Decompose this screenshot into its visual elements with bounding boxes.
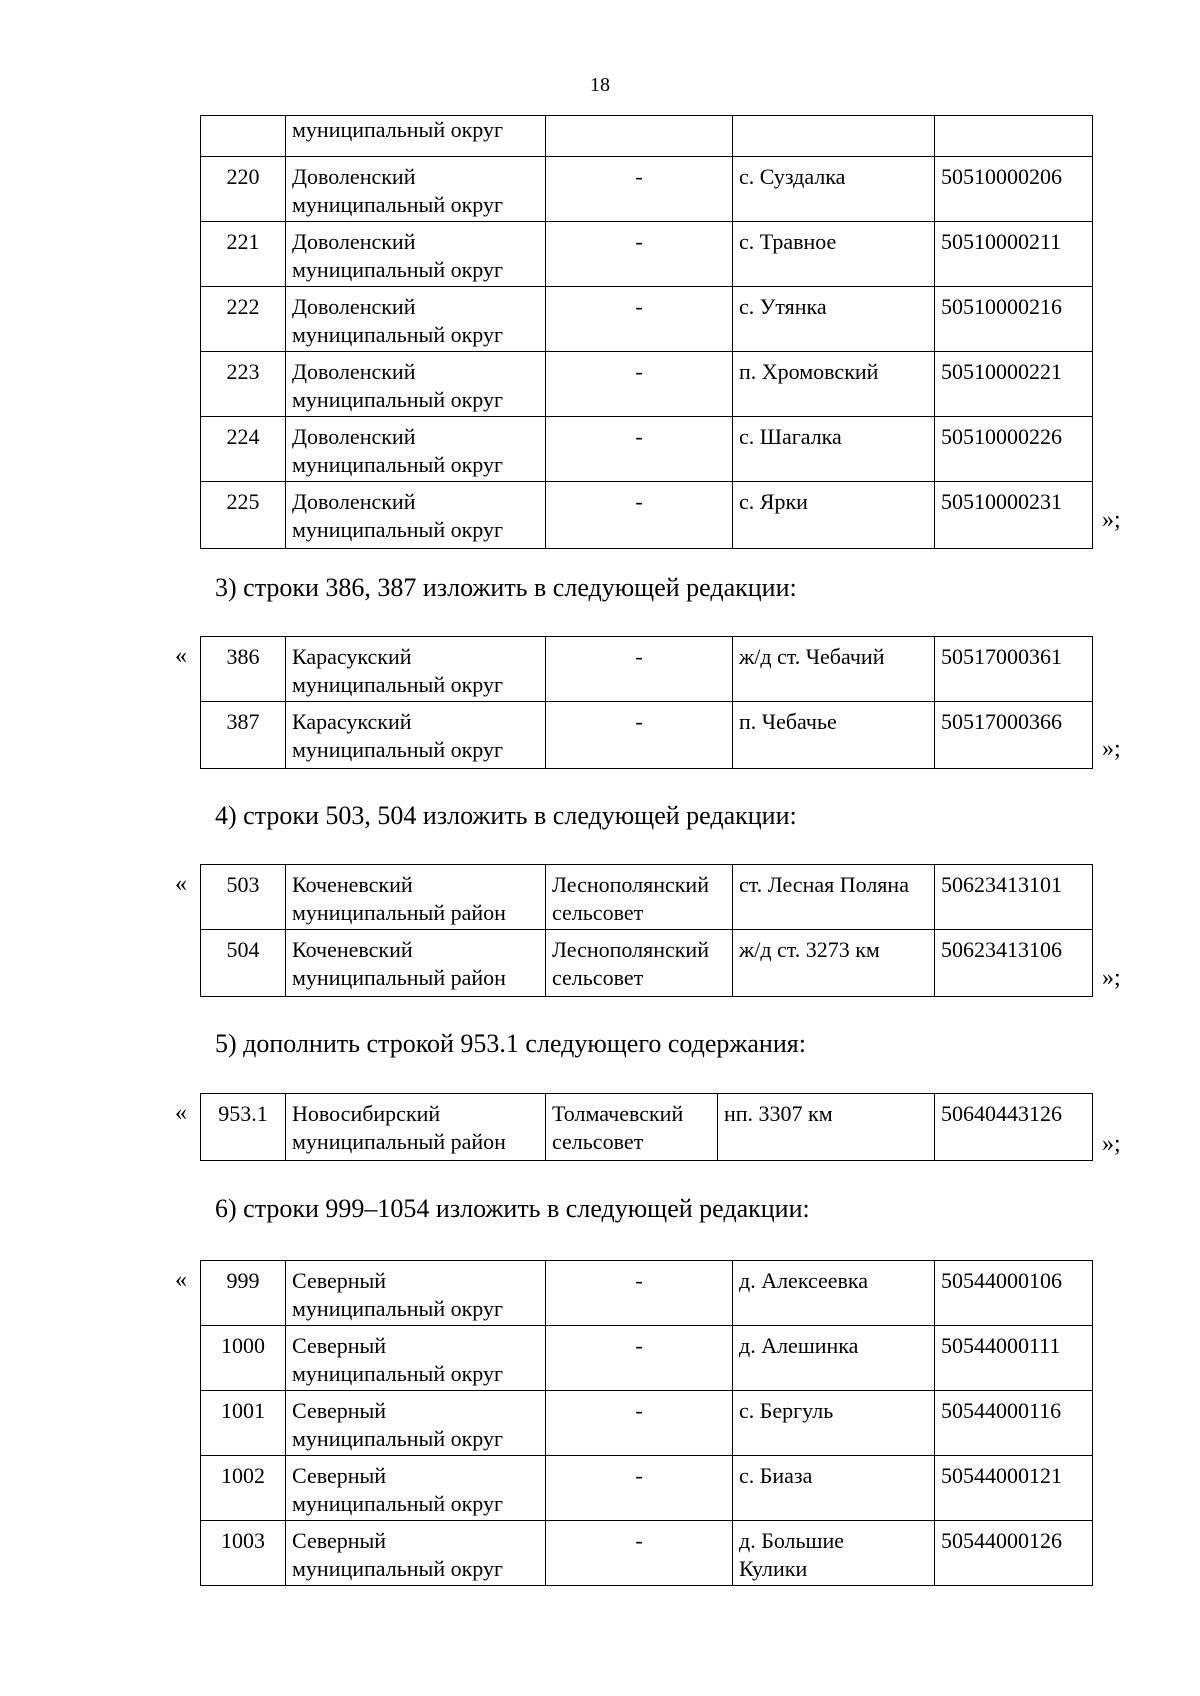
settlement-cell: п. Хромовский <box>733 352 935 417</box>
district-cell <box>286 1521 546 1586</box>
settlement-name: д. Алешинка <box>739 1333 859 1358</box>
code-cell: 50510000216 <box>935 287 1093 352</box>
district-type: муниципальный округ <box>292 192 504 217</box>
district-name: Доволенский <box>292 489 416 514</box>
council-name: Леснополянский <box>552 872 709 897</box>
table-row <box>201 930 1093 997</box>
settlement-cell <box>733 1456 935 1521</box>
code-cell: 50510000206 <box>935 157 1093 222</box>
table-row <box>201 1261 1093 1326</box>
table-row <box>201 1326 1093 1391</box>
district-name: Доволенский <box>292 164 416 189</box>
closing-quote: »; <box>1102 736 1121 762</box>
code-cell: 50623413101 <box>935 865 1093 930</box>
district-type: муниципальный округ <box>292 737 504 762</box>
table-row <box>201 702 1093 769</box>
settlement-cell: с. Ярки <box>733 482 935 549</box>
council-cell: - <box>546 222 733 287</box>
council-cell <box>546 865 733 930</box>
code-cell: 50640443126 <box>935 1094 1093 1161</box>
council-cell: - <box>546 482 733 549</box>
district-cell: муниципальный округ <box>286 116 546 157</box>
district-cell <box>286 1456 546 1521</box>
council-cell: - <box>546 637 733 702</box>
code-cell: 50510000226 <box>935 417 1093 482</box>
district-type: муниципальный округ <box>292 1426 504 1451</box>
council-type: сельсовет <box>552 1129 644 1154</box>
district-type: муниципальный район <box>292 965 506 990</box>
row-number-cell: 504 <box>201 930 286 997</box>
council-name: Толмачевский <box>552 1101 684 1126</box>
closing-quote: »; <box>1102 965 1121 991</box>
district-name: Доволенский <box>292 424 416 449</box>
district-cell <box>286 1391 546 1456</box>
council-cell: - <box>546 1521 733 1586</box>
row-number-cell: 221 <box>201 222 286 287</box>
district-cell <box>286 865 546 930</box>
table-row-953-1 <box>200 1093 1093 1161</box>
council-cell <box>546 116 733 157</box>
district-type: муниципальный округ <box>292 322 504 347</box>
settlement-cell <box>733 1326 935 1391</box>
district-cell <box>286 930 546 997</box>
council-type: сельсовет <box>552 900 644 925</box>
council-cell: - <box>546 352 733 417</box>
row-number-cell <box>201 116 286 157</box>
district-name: Северный <box>292 1333 387 1358</box>
district-type: муниципальный район <box>292 1129 506 1154</box>
settlement-cell: с. Шагалка <box>733 417 935 482</box>
row-number-cell: 1000 <box>201 1326 286 1391</box>
table-row <box>201 287 1093 352</box>
district-cell <box>286 157 546 222</box>
table-rows-503-504 <box>200 864 1093 997</box>
settlement-cell: ж/д ст. 3273 км <box>733 930 935 997</box>
table-rows-386-387 <box>200 636 1093 769</box>
district-type: муниципальный округ <box>292 1491 504 1516</box>
code-cell: 50510000221 <box>935 352 1093 417</box>
page-number: 18 <box>590 74 610 96</box>
code-cell: 50544000126 <box>935 1521 1093 1586</box>
district-cell <box>286 482 546 549</box>
district-cell <box>286 417 546 482</box>
district-name: Северный <box>292 1528 387 1553</box>
row-number-cell: 1002 <box>201 1456 286 1521</box>
settlement-cell <box>733 1521 935 1586</box>
council-cell: - <box>546 702 733 769</box>
council-cell <box>546 1094 718 1161</box>
section-heading-3: 3) строки 386, 387 изложить в следующей редакции: <box>215 573 797 602</box>
row-number-cell: 224 <box>201 417 286 482</box>
row-number-cell: 999 <box>201 1261 286 1326</box>
settlement-cell: ст. Лесная Поляна <box>733 865 935 930</box>
row-number-cell: 1001 <box>201 1391 286 1456</box>
code-cell: 50544000121 <box>935 1456 1093 1521</box>
section-heading-6: 6) строки 999–1054 изложить в следующей редакции: <box>215 1194 810 1223</box>
closing-quote: »; <box>1102 1131 1121 1157</box>
settlement-name: с. Бергуль <box>739 1398 834 1423</box>
table-row <box>201 1456 1093 1521</box>
settlement-cell <box>733 1261 935 1326</box>
table-row <box>201 417 1093 482</box>
district-type: муниципальный округ <box>292 1296 504 1321</box>
district-type: муниципальный округ <box>292 387 504 412</box>
district-cell <box>286 637 546 702</box>
code-cell: 50517000366 <box>935 702 1093 769</box>
district-type: муниципальный округ <box>292 672 504 697</box>
table-row <box>201 1391 1093 1456</box>
code-cell: 50510000211 <box>935 222 1093 287</box>
district-cell <box>286 1094 546 1161</box>
district-name: Доволенский <box>292 229 416 254</box>
row-number-cell: 387 <box>201 702 286 769</box>
table-row <box>201 637 1093 702</box>
table-row <box>201 116 1093 157</box>
settlement-cell: п. Чебачье <box>733 702 935 769</box>
district-cell <box>286 222 546 287</box>
code-cell: 50510000231 <box>935 482 1093 549</box>
table-row <box>201 482 1093 549</box>
council-cell: - <box>546 287 733 352</box>
district-name: Северный <box>292 1463 387 1488</box>
council-cell <box>546 930 733 997</box>
district-type: муниципальный округ <box>292 1361 504 1386</box>
table-row <box>201 1521 1093 1586</box>
table-row <box>201 222 1093 287</box>
settlement-cell: с. Утянка <box>733 287 935 352</box>
council-cell: - <box>546 1261 733 1326</box>
settlement-cell <box>733 116 935 157</box>
settlement-cell: ж/д ст. Чебачий <box>733 637 935 702</box>
district-cell <box>286 352 546 417</box>
district-name: Карасукский <box>292 709 412 734</box>
section-heading-4: 4) строки 503, 504 изложить в следующей редакции: <box>215 801 797 830</box>
district-name: Северный <box>292 1398 387 1423</box>
district-type: муниципальный округ <box>292 452 504 477</box>
council-cell: - <box>546 1456 733 1521</box>
district-cell <box>286 287 546 352</box>
district-type: муниципальный округ <box>292 1556 504 1581</box>
row-number-cell: 953.1 <box>201 1094 286 1161</box>
code-cell: 50544000116 <box>935 1391 1093 1456</box>
district-name: Доволенский <box>292 359 416 384</box>
settlement-cell: нп. 3307 км <box>718 1094 935 1161</box>
district-name: Коченевский <box>292 872 413 897</box>
row-number-cell: 386 <box>201 637 286 702</box>
settlement-cell <box>733 1391 935 1456</box>
district-cell <box>286 1326 546 1391</box>
opening-quote: « <box>175 871 187 897</box>
row-number-cell: 503 <box>201 865 286 930</box>
code-cell: 50544000106 <box>935 1261 1093 1326</box>
table-row <box>201 1094 1093 1161</box>
council-cell: - <box>546 1326 733 1391</box>
row-number-cell: 223 <box>201 352 286 417</box>
settlement-cell: с. Травное <box>733 222 935 287</box>
district-type: муниципальный район <box>292 900 506 925</box>
opening-quote: « <box>175 1267 187 1293</box>
table-row <box>201 157 1093 222</box>
settlement-name: с. Биаза <box>739 1463 813 1488</box>
row-number-cell: 220 <box>201 157 286 222</box>
code-cell: 50544000111 <box>935 1326 1093 1391</box>
opening-quote: « <box>175 643 187 669</box>
council-cell: - <box>546 1391 733 1456</box>
council-cell: - <box>546 417 733 482</box>
district-name: Новосибирский <box>292 1101 441 1126</box>
table-rows-999-1003 <box>200 1260 1093 1586</box>
code-cell: 50623413106 <box>935 930 1093 997</box>
council-type: сельсовет <box>552 965 644 990</box>
code-cell: 50517000361 <box>935 637 1093 702</box>
settlement-name: д. Большие <box>739 1528 845 1553</box>
opening-quote: « <box>175 1100 187 1126</box>
district-type: муниципальный округ <box>292 517 504 542</box>
row-number-cell: 222 <box>201 287 286 352</box>
district-name: Северный <box>292 1268 387 1293</box>
council-cell: - <box>546 157 733 222</box>
row-number-cell: 225 <box>201 482 286 549</box>
district-cell <box>286 1261 546 1326</box>
council-name: Леснополянский <box>552 937 709 962</box>
settlement-cell: с. Суздалка <box>733 157 935 222</box>
district-name: Доволенский <box>292 294 416 319</box>
district-name: Карасукский <box>292 644 412 669</box>
code-cell <box>935 116 1093 157</box>
row-number-cell: 1003 <box>201 1521 286 1586</box>
settlement-name-cont: Кулики <box>739 1556 808 1581</box>
district-cell <box>286 702 546 769</box>
district-name: Коченевский <box>292 937 413 962</box>
table-rows-220-225 <box>200 115 1093 549</box>
table-row <box>201 352 1093 417</box>
table-row <box>201 865 1093 930</box>
section-heading-5: 5) дополнить строкой 953.1 следующего содержания: <box>215 1029 806 1058</box>
settlement-name: д. Алексеевка <box>739 1268 869 1293</box>
closing-quote: »; <box>1102 507 1121 533</box>
district-type: муниципальный округ <box>292 257 504 282</box>
